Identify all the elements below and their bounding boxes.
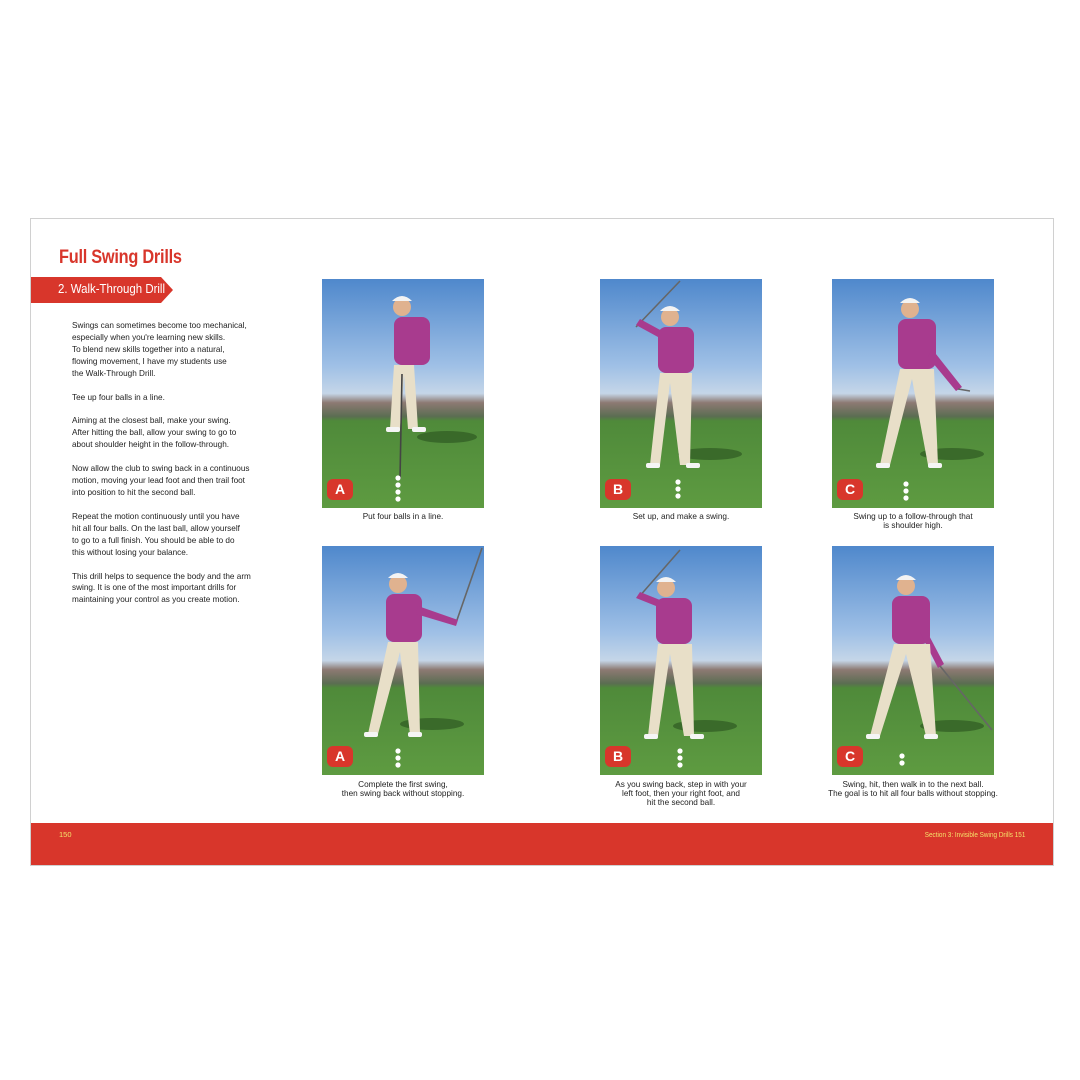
photo-tag: C <box>837 479 863 500</box>
photo-tag: A <box>327 479 353 500</box>
photo-caption: Complete the first swing, then swing back without stopping. <box>341 780 465 799</box>
photo-a-bottom <box>322 546 484 775</box>
section-title: Full Swing Drills <box>59 247 182 268</box>
photo-b-bottom <box>600 546 762 775</box>
photo-caption: Swing, hit, then walk in to the next ball. The goal is to hit all four balls without stopping. <box>828 780 998 799</box>
photo-caption: Put four balls in a line. <box>362 512 444 521</box>
paragraph-1: Swings can sometimes become too mechanical, especially when you're learning new skills. To blend new skills together into a natural, flowing movement, I have my students use the Walk-Through Drill. <box>72 321 247 378</box>
photo-caption: Swing up to a follow-through that is shoulder high. <box>853 512 973 531</box>
paragraph-2: Tee up four balls in a line. <box>72 392 165 402</box>
golfer-illustration <box>832 546 994 775</box>
drill-heading-banner <box>31 277 173 303</box>
golfer-illustration <box>832 279 994 508</box>
paragraph-4: Now allow the club to swing back in a continuous motion, moving your lead foot and then trail foot into position to hit the second ball. <box>72 464 250 497</box>
photo-c-bottom <box>832 546 994 775</box>
paragraph-6: This drill helps to sequence the body and the arm swing. It is one of the most important drills for maintaining your control as you create motion. <box>72 571 251 605</box>
photo-tag: B <box>605 479 631 500</box>
paragraph-3: Aiming at the closest ball, make your swing. After hitting the ball, allow your swing to go to about shoulder height in the follow-through. <box>72 416 237 450</box>
photo-tag: B <box>605 746 631 767</box>
paragraph-5: Repeat the motion continuously until you have hit all four balls. On the last ball, allow yourself to go to a full finish. You should be able to do this without losing your balance. <box>72 511 240 557</box>
drill-heading: 2. Walk-Through Drill <box>58 281 166 296</box>
golfer-illustration <box>600 279 762 508</box>
photo-caption: As you swing back, step in with your left foot, then your right foot, and hit the second ball. <box>615 780 747 808</box>
photo-a-top <box>322 279 484 508</box>
body-text <box>72 320 287 618</box>
golfer-illustration <box>322 546 484 775</box>
photo-b-top <box>600 279 762 508</box>
book-spread <box>30 218 1054 866</box>
page-footer-band <box>31 823 1053 865</box>
photo-tag: C <box>837 746 863 767</box>
page-number-left: 150 <box>59 830 72 839</box>
photo-caption: Set up, and make a swing. <box>632 512 730 521</box>
photo-tag: A <box>327 746 353 767</box>
page-number-right: Section 3: Invisible Swing Drills 151 <box>924 830 1025 839</box>
golfer-illustration <box>600 546 762 775</box>
golfer-illustration <box>322 279 484 508</box>
photo-c-top <box>832 279 994 508</box>
